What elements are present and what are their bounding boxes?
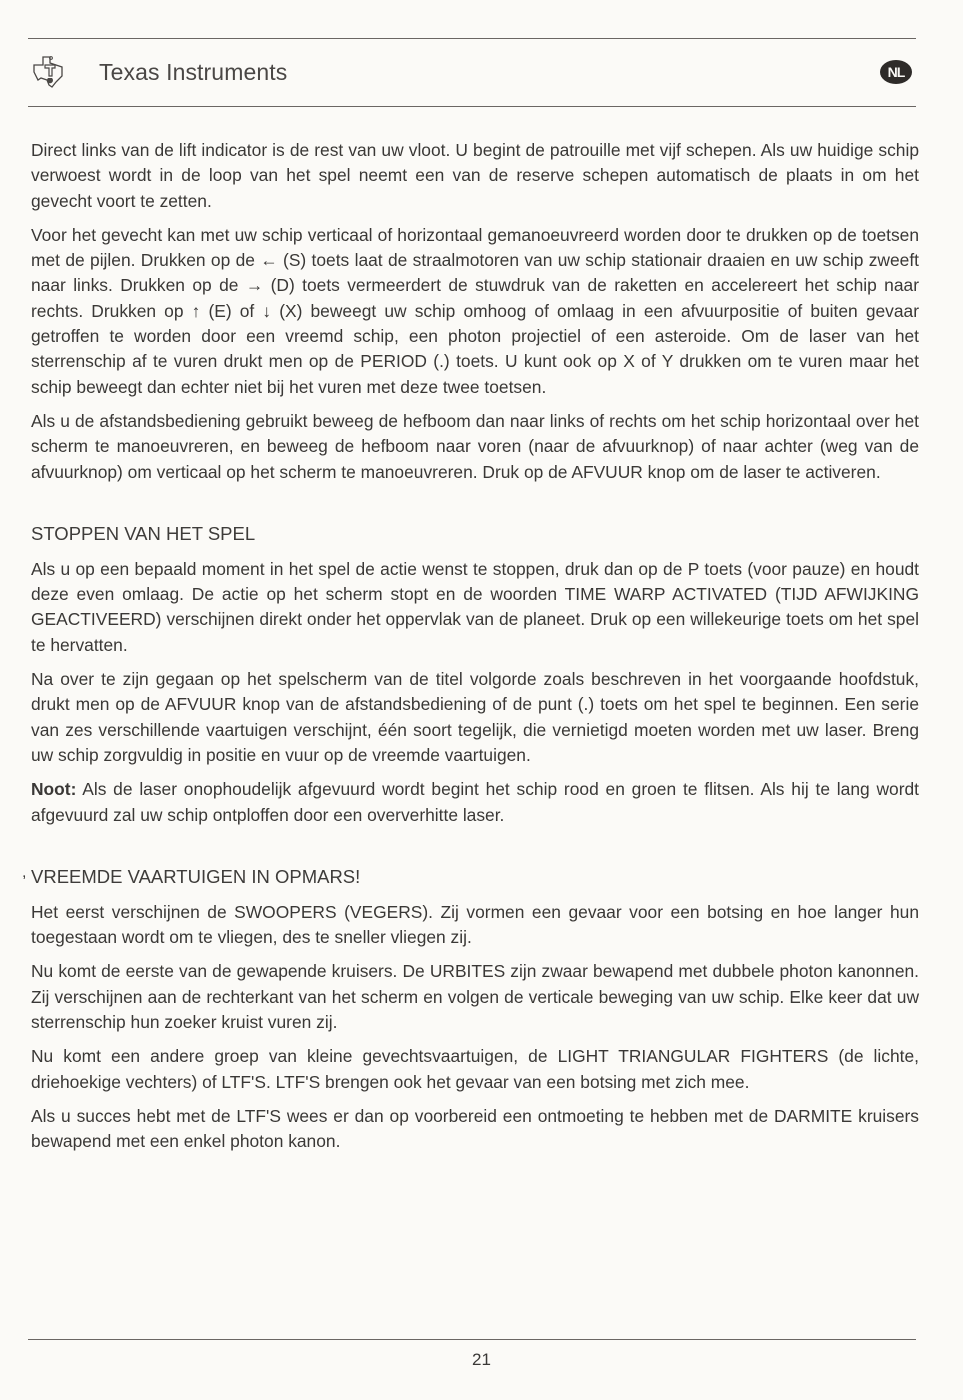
brand-name: Texas Instruments [99,59,288,85]
paragraph: Na over te zijn gegaan op het spelscherm van de titel volgorde zoals beschreven in het voorgaande hoofdstuk, drukt men op de AFVUUR knop van de afstandsbediening of de punt (.) toets om het spel te beginnen. Een serie van zes verschillende vaartuigen verschijnt, één soort tegelijk, die vernietigd moeten worden met uw laser. Breng uw schip zorgvuldig in positie en vuur op de vreemde vaartuigen. [31,669,919,765]
section-heading: STOPPEN VAN HET SPEL [31,522,256,544]
page-number: 21 [472,1350,491,1369]
page-content [22,138,919,1155]
paragraph: Voor het gevecht kan met uw schip verticaal of horizontaal gemanoeuvreerd worden door te drukken op de toetsen met de pijlen. Drukken op de ← (S) toets laat de straalmotoren van uw schip stationair draaien en uw schip zweeft naar links. Drukken op de → (D) toets vermeerdert de stuwdruk van de raketten en accelereert het schip naar rechts. Drukken op ↑ (E) of ↓ (X) beweegt uw schip omhoog of omlaag in een afvuurpositie of buiten gevaar getroffen te worden door een vreemd schip, een photon projectiel of een asteroide. Om de laser van het sterrenschip af te vuren drukt men op de PERIOD (.) toets. U kunt ook op X of Y drukken om te vuren maar het schip beweegt dan echter niet bij het vuren met deze twee toetsen. [31,224,919,397]
paragraph: Nu komt een andere groep van kleine gevechtsvaartuigen, de LIGHT TRIANGULAR FIGHTERS (de lichte, driehoekige vechters) of LTF'S. LTF'S brengen ook het gevaar van een botsing met zich mee. [31,1046,919,1092]
note-label: Noot: [31,779,77,800]
paragraph: Als u de afstandsbediening gebruikt beweeg de hefboom dan naar links of rechts om het schip horizontaal over het scherm te manoeuvreren, en beweeg de hefboom naar voren (naar de afvuurknop) of naar achter (weg van de afvuurknop) om verticaal op het scherm te manoeuvreren. Druk op de AFVUUR knop om de laser te activeren. [31,410,919,482]
footer-rule [28,1339,916,1340]
language-badge: NL [880,60,912,84]
note-text: Als de laser onophoudelijk afgevuurd wordt begint het schip rood en groen te flitsen. Als hij te lang wordt afgevuurd zal uw schip ontploffen door een oververhitte laser. [31,779,919,825]
header-rule [28,106,916,107]
paragraph: Als u op een bepaald moment in het spel de actie wenst te stoppen, druk dan op de P toets (voor pauze) en houdt deze even omlaag. De actie op het scherm stopt en de woorden TIME WARP ACTIVATED (TIJD AFWIJKING GEACTIVEERD) verschijnen direkt onder het oppervlak van de planeet. Druk op een willekeurige toets om het spel te hervatten. [31,558,919,655]
top-rule [28,38,916,39]
note-paragraph [31,777,919,828]
paragraph: Als u succes hebt met de LTF'S wees er dan op voorbereid een ontmoeting te hebben met de DARMITE kruisers bewapend met een enkel photon kanon. [31,1105,919,1152]
texas-instruments-logo-icon [31,54,65,88]
stoppen-section [31,521,919,828]
section-heading: VREEMDE VAARTUIGEN IN OPMARS! [31,865,361,887]
intro-section [31,138,919,485]
stray-mark: , [22,863,27,881]
paragraph: Direct links van de lift indicator is de rest van uw vloot. U begint de patrouille met vijf schepen. Als uw huidige schip verwoest wordt in de loop van het spel neemt een van de reserve schepen automatisch de plaats in om het gevecht voort te zetten. [31,140,919,211]
page-header [28,52,918,94]
paragraph: Het eerst verschijnen de SWOOPERS (VEGERS). Zij vormen een gevaar voor een botsing en hoe langer hun toegestaan wordt om te vliegen, des te sneller vliegen zij. [31,901,919,948]
paragraph: Nu komt de eerste van de gewapende kruisers. De URBITES zijn zwaar bewapend met dubbele photon kanonnen. Zij verschijnen aan de rechterkant van het scherm en volgen de verticale beweging van uw schip. Elke keer dat uw sterrenschip hun zoeker kruist vuren zij. [31,961,919,1033]
vreemde-section [22,863,919,1155]
